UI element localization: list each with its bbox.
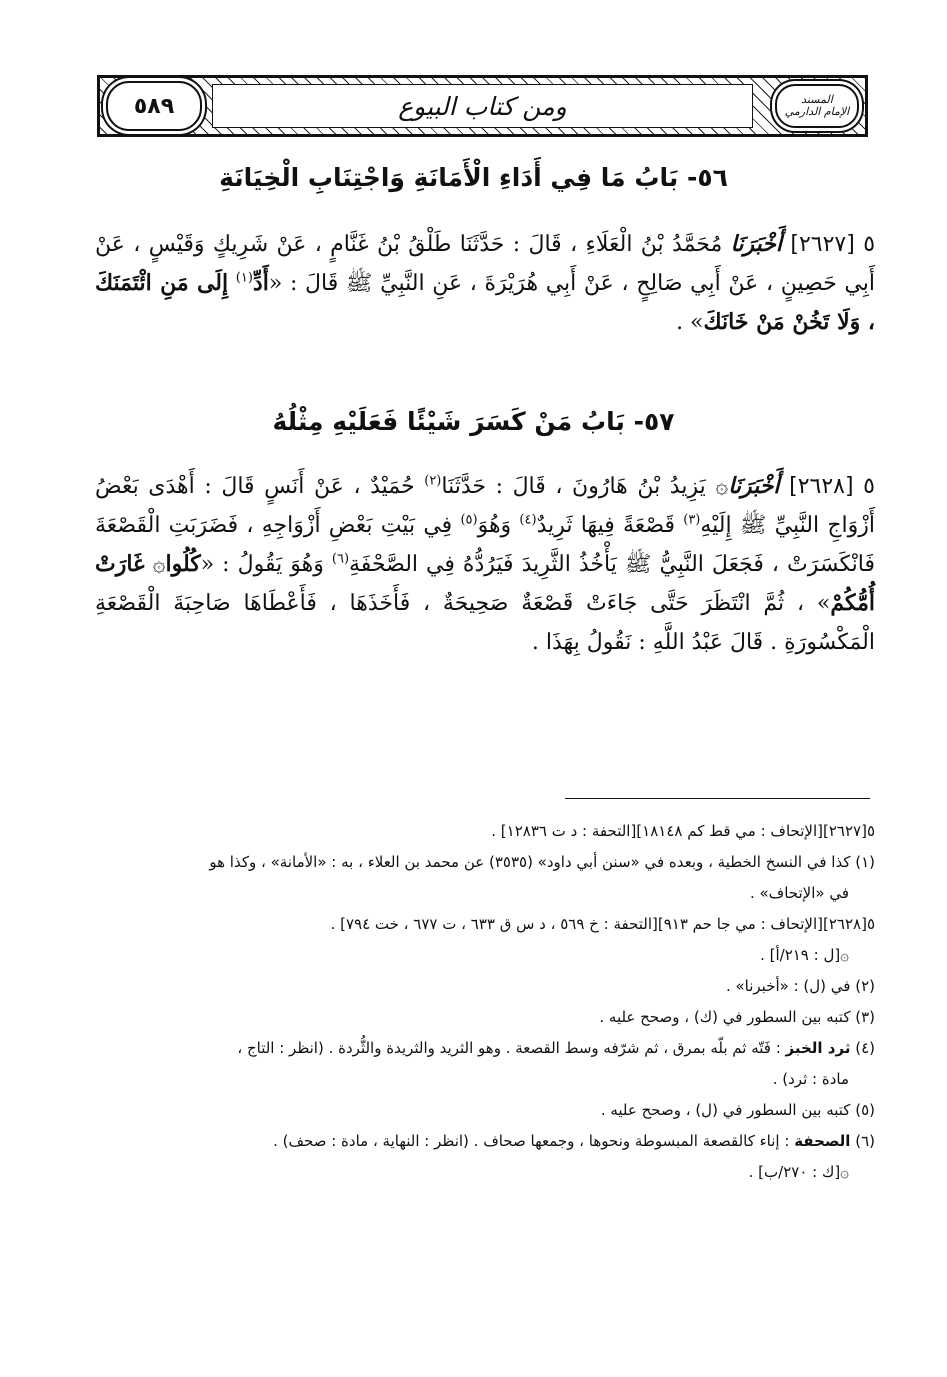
matn-end: » . xyxy=(676,310,704,335)
footnote-1-cont: في «الإتحاف» . xyxy=(749,884,849,902)
seal-line-1: المسند xyxy=(801,93,833,106)
hadith-number: [٢٦٢٨] xyxy=(789,474,854,499)
chapter-heading-57: ٥٧- بَابُ مَنْ كَسَرَ شَيْئًا فَعَلَيْهِ مِثْلُهُ xyxy=(272,407,675,436)
footnote-6 xyxy=(95,1126,875,1156)
narration-text-4: فِي بَيْتِ بَعْضِ أَزْوَاجِهِ ، فَضَرَبَتِ الْقَصْعَةَ فَانْكَسَرَتْ ، فَجَعَلَ النَّبِيُّ ﷺ يَأْخُذُ الثَّرِيدَ فَيَرُدُّهُ فِي الصَّحْفَةِ xyxy=(95,513,876,577)
narration-text-3: وَهُوَ xyxy=(477,513,512,538)
isnad-text: مُحَمَّدُ بْنُ الْعَلَاءِ ، قَالَ : حَدَّثَنَا طَلْقُ بْنُ غَنَّامٍ ، عَنْ شَرِيكٍ وَقَيْسٍ ، عَنْ أَبِي حَصِينٍ ، عَنْ أَبِي صَالِحٍ ، عَنْ أَبِي هُرَيْرَةَ ، عَنِ النَّبِيِّ ﷺ قَالَ : « xyxy=(95,232,875,296)
header-band xyxy=(212,84,753,128)
isnad-start: أَخْبَرَنَا xyxy=(728,473,780,499)
footnote-4-cont: مادة : ثرد) . xyxy=(772,1070,849,1088)
footnote-1: (١) كذا في النسخ الخطية ، وبعده في «سنن أبي داود» (٣٥٣٥) عن محمد بن العلاء ، به : «الأمانة» ، وكذا هو xyxy=(209,853,875,871)
hadith-marker: ٥ xyxy=(863,474,875,499)
footnote-4-text: : فَتّه ثم بلّه بمرق ، ثم شرّفه وسط القصعة . وهو الثريد والثريدة والثُّردة . (انظر : التاج ، xyxy=(237,1039,786,1057)
footnote-ref-1[interactable]: (١) xyxy=(235,270,253,286)
narration-text-2: قَصْعَةً فِيهَا ثَرِيدٌ xyxy=(536,513,675,538)
takhrij-2627: ٥[٢٦٢٧][الإتحاف : مي قط كم ١٨١٤٨][التحفة : د ت ١٢٨٣٦] . xyxy=(491,822,875,840)
manuscript-symbol: ۞ xyxy=(715,474,729,499)
footnote-6-text: : إناء كالقصعة المبسوطة ونحوها ، وجمعها صحاف . (انظر : النهاية ، مادة : صحف) . xyxy=(273,1132,795,1150)
footnote-ref-3[interactable]: (٣) xyxy=(683,512,701,528)
book-seal xyxy=(775,84,859,128)
footnote-ref-2[interactable]: (٢) xyxy=(424,473,442,489)
footnote-separator xyxy=(565,798,870,799)
matn-ghaarat: غَارَتْ أُمُّكُمْ xyxy=(95,551,875,616)
page-number-medallion xyxy=(106,81,202,131)
narration-text-1: حُمَيْدٌ ، عَنْ أَنَسٍ قَالَ : أَهْدَى بَعْضُ أَزْوَاجِ النَّبِيِّ ﷺ إِلَيْهِ xyxy=(95,474,876,538)
hadith-number: [٢٦٢٧] xyxy=(790,232,855,257)
takhrij-2628: ٥[٢٦٢٨][الإتحاف : مي جا حم ٩١٣][التحفة : خ ٥٦٩ ، د س ق ٦٣٣ ، ت ٦٧٧ ، خت ٧٩٤] . xyxy=(330,915,875,933)
seal-line-2: الإمام الدارمي xyxy=(784,105,850,118)
manuscript-ref-2: ۞[ك : ٢٧٠/ب] . xyxy=(748,1163,849,1181)
footnote-3: (٣) كتبه بين السطور في (ك) ، وصحح عليه . xyxy=(599,1008,875,1026)
matn-start: أَدِّ xyxy=(252,270,269,296)
manuscript-ref-1: ۞[ل : ٢١٩/أ] . xyxy=(760,946,849,964)
page-header xyxy=(97,75,868,137)
running-title: ومن كتاب البيوع xyxy=(398,91,567,121)
footnote-ref-5[interactable]: (٥) xyxy=(460,512,478,528)
isnad-start: أَخْبَرَنَا xyxy=(730,231,782,257)
matn-text: إِلَى مَنِ ائْتَمَنَكَ ، وَلَا تَخُنْ مَنْ خَانَكَ xyxy=(95,270,875,335)
isnad-text: يَزِيدُ بْنُ هَارُونَ ، قَالَ : حَدَّثَنَا xyxy=(441,474,706,499)
narration-text-5: وَهُوَ يَقُولُ : « xyxy=(200,552,324,577)
footnote-ref-6[interactable]: (٦) xyxy=(331,551,350,567)
footnote-6-num: (٦) xyxy=(850,1132,875,1150)
page-number: ٥٨٩ xyxy=(133,93,175,119)
footnote-4-num: (٤) xyxy=(850,1039,875,1057)
footnote-4 xyxy=(95,1033,875,1063)
hadith-marker: ٥ xyxy=(863,232,876,257)
narration-end: » ، ثُمَّ انْتَظَرَ حَتَّى جَاءَتْ قَصْعَةٌ صَحِيحَةٌ ، فَأَخَذَهَا ، فَأَعْطَاهَا صَاحِبَةَ الْقَصْعَةِ الْمَكْسُورَةِ . قَالَ عَبْدُ اللَّهِ : نَقُولُ بِهَذَا . xyxy=(95,591,875,655)
footnote-ref-4[interactable]: (٤) xyxy=(519,512,537,528)
footnotes xyxy=(95,816,875,1188)
hadith-2627 xyxy=(95,225,875,342)
footnote-5: (٥) كتبه بين السطور في (ل) ، وصحح عليه . xyxy=(600,1101,875,1119)
footnote-4-term: ثرد الخبز xyxy=(785,1039,851,1057)
footnote-2: (٢) في (ل) : «أخبرنا» . xyxy=(725,977,875,995)
chapter-heading-56: ٥٦- بَابُ مَا فِي أَدَاءِ الْأَمَانَةِ وَاجْتِنَابِ الْخِيَانَةِ xyxy=(219,163,728,192)
footnote-6-term: الصحفة xyxy=(794,1132,851,1150)
hadith-2628 xyxy=(95,467,875,662)
matn-kulu: كُلُوا xyxy=(165,551,201,577)
manuscript-symbol-2: ۞ xyxy=(152,552,166,577)
